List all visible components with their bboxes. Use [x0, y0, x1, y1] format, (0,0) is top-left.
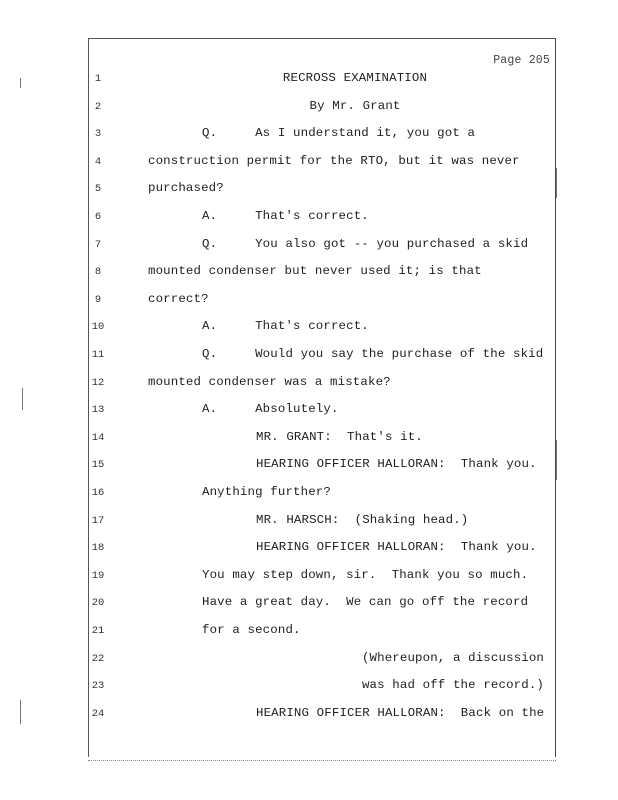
line-text: Q. As I understand it, you got a: [202, 126, 476, 141]
transcript-line: [0, 346, 618, 364]
line-text: Have a great day. We can go off the record: [202, 595, 529, 610]
line-text: MR. HARSCH: (Shaking head.): [256, 512, 469, 527]
transcript-line: [0, 236, 618, 254]
transcript-line: [0, 429, 618, 447]
line-text: mounted condenser was a mistake?: [148, 374, 391, 389]
transcript-line: [0, 70, 618, 88]
line-number: 17: [91, 514, 105, 527]
transcript-line: [0, 208, 618, 226]
line-number: 11: [91, 349, 105, 361]
line-number: 1: [94, 73, 102, 85]
transcript-line: [0, 456, 618, 474]
line-text: A. That's correct.: [202, 209, 369, 223]
line-number: 16: [91, 487, 105, 499]
transcript-line: [0, 512, 618, 530]
line-text: correct?: [148, 291, 209, 306]
transcript-line: [0, 594, 618, 612]
line-number: 19: [91, 569, 105, 582]
line-number: 18: [91, 542, 105, 555]
line-text: By Mr. Grant: [309, 98, 401, 113]
line-number: 22: [91, 652, 105, 665]
line-text: Anything further?: [202, 485, 331, 499]
line-text: (Whereupon, a discussion: [361, 650, 544, 665]
line-text: You may step down, sir. Thank you so much.: [202, 567, 529, 582]
line-number: 12: [91, 376, 105, 389]
transcript-line: [0, 484, 618, 502]
line-number: 5: [94, 183, 102, 196]
line-text: MR. GRANT: That's it.: [256, 429, 423, 444]
transcript-line: [0, 677, 618, 695]
line-text: Q. Would you say the purchase of the skid: [202, 347, 544, 361]
line-text: A. That's correct.: [202, 319, 369, 334]
line-text: construction permit for the RTO, but it was never: [148, 153, 520, 168]
line-text: HEARING OFFICER HALLORAN: Thank you.: [256, 540, 537, 555]
line-number: 20: [91, 597, 105, 610]
transcript-line: [0, 539, 618, 557]
line-number: 21: [91, 625, 105, 637]
line-number: 6: [94, 211, 102, 223]
line-text: purchased?: [148, 181, 224, 196]
line-text: Q. You also got -- you purchased a skid: [202, 236, 529, 251]
line-text: mounted condenser but never used it; is that: [148, 264, 482, 279]
line-number: 2: [94, 100, 102, 113]
transcript-line: [0, 650, 618, 668]
transcript-line: [0, 291, 618, 309]
line-number: 9: [94, 293, 102, 306]
line-number: 14: [91, 431, 105, 444]
transcript-line: [0, 374, 618, 392]
transcript-line: [0, 153, 618, 171]
transcript-line: [0, 125, 618, 143]
transcript-line: [0, 622, 618, 640]
line-number: 15: [91, 459, 105, 472]
line-number: 24: [91, 707, 105, 720]
line-text: A. Absolutely.: [202, 402, 339, 417]
line-number: 23: [91, 680, 105, 693]
page-number: Page 205: [493, 54, 550, 67]
line-number: 3: [94, 128, 102, 141]
line-number: 7: [94, 238, 102, 251]
transcript-line: [0, 263, 618, 281]
line-number: 13: [91, 404, 105, 417]
line-text: for a second.: [202, 623, 301, 637]
line-number: 10: [91, 321, 105, 334]
footer-rule: [88, 760, 556, 761]
line-text: RECROSS EXAMINATION: [282, 71, 428, 85]
transcript-line: [0, 98, 618, 116]
line-number: 8: [94, 266, 102, 279]
transcript-line: [0, 401, 618, 419]
line-text: HEARING OFFICER HALLORAN: Back on the: [256, 705, 545, 720]
transcript-line: [0, 705, 618, 723]
transcript-line: [0, 567, 618, 585]
line-text: HEARING OFFICER HALLORAN: Thank you.: [256, 457, 537, 472]
line-number: 4: [94, 155, 102, 168]
line-text: was had off the record.): [361, 678, 544, 693]
transcript-line: [0, 318, 618, 336]
transcript-line: [0, 180, 618, 198]
